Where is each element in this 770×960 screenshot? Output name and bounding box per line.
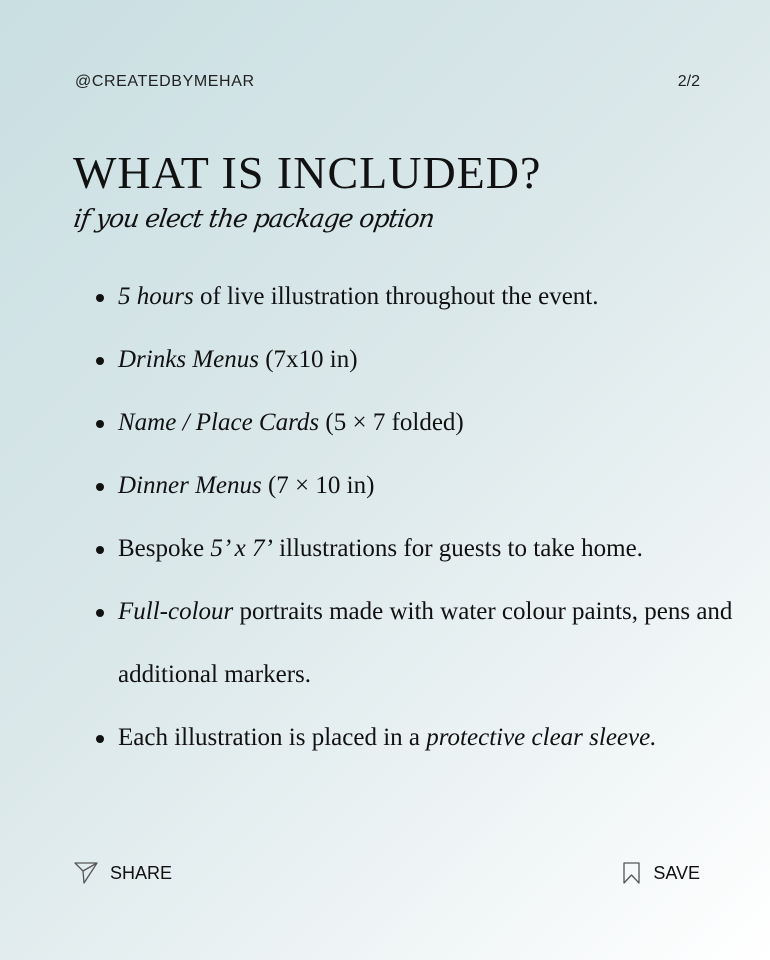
list-item [118,580,738,706]
list-item [118,328,738,391]
item-text: Bespoke [118,535,211,562]
bookmark-icon [623,862,641,884]
included-list [118,265,738,769]
subtitle: if you elect the package option [71,204,436,233]
list-item [118,706,738,769]
item-text: portraits made with water colour paints, pens and additional markers. [118,598,733,688]
save-label: SAVE [653,862,700,883]
item-emphasis: 5’ x 7’ [210,535,273,562]
item-text: Each illustration is placed in a [118,724,427,751]
save-button[interactable] [623,862,700,884]
list-item [118,454,738,517]
list-item [118,391,738,454]
list-item [118,265,738,328]
list-item [118,517,738,580]
page-indicator: 2/2 [677,73,700,90]
share-button[interactable] [74,862,172,884]
share-label: SHARE [110,862,173,883]
item-text: (7x10 in) [258,346,358,373]
item-emphasis: Drinks Menus [118,346,259,373]
item-text: (7 × 10 in) [261,472,375,499]
send-icon [74,862,98,884]
item-emphasis: Dinner Menus [118,472,262,499]
item-text: of live illustration throughout the event. [193,283,599,310]
creator-handle: @CREATEDBYMEHAR [75,73,255,90]
item-emphasis: Full-colour [118,598,234,625]
item-emphasis: Name / Place Cards [118,409,320,436]
item-emphasis: 5 hours [118,283,194,310]
item-text: illustrations for guests to take home. [272,535,643,562]
item-text: (5 × 7 folded) [319,409,464,436]
item-emphasis: protective clear sleeve. [426,724,657,751]
page-title: WHAT IS INCLUDED? [73,147,542,198]
